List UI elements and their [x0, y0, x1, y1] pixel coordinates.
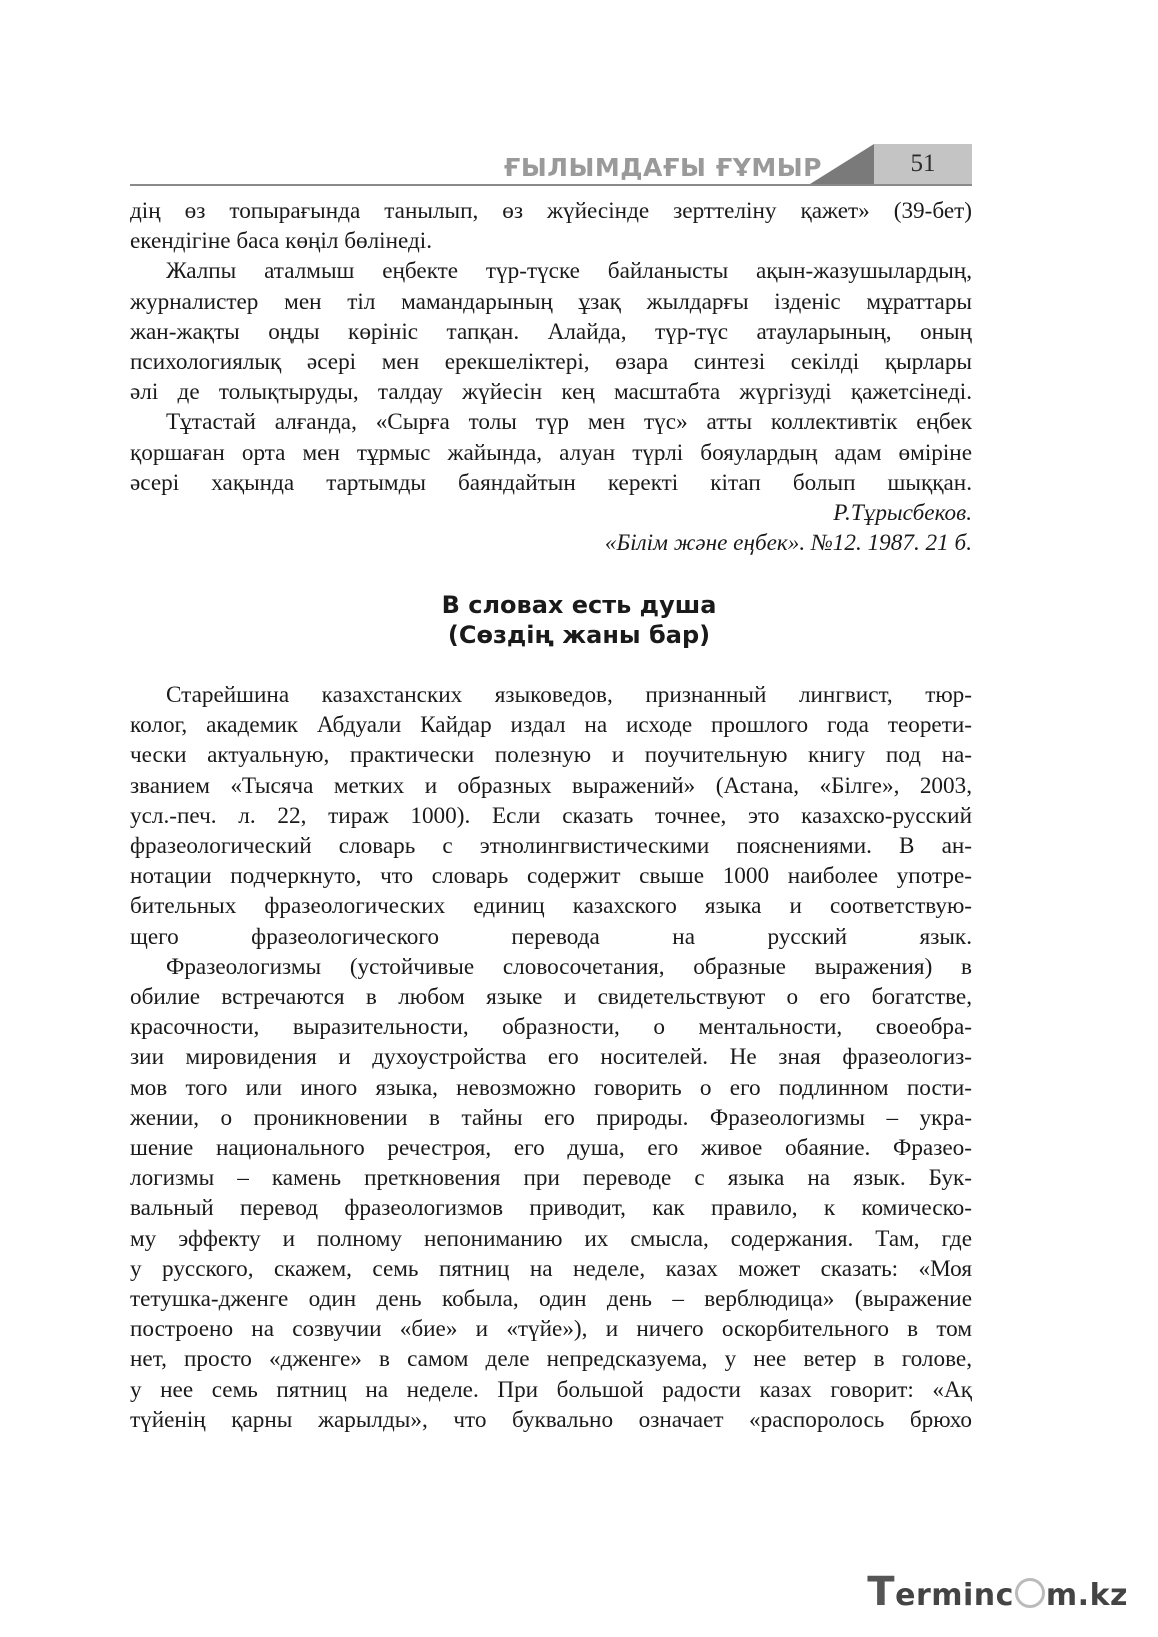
magnifier-icon [1015, 1578, 1045, 1608]
text-line: әлі де толықтыруды, талдау жүйесін кең масштабта жүргізуді қажетсінеді. [130, 379, 972, 406]
page-number: 51 [874, 144, 972, 184]
signature-author: Р.Тұрысбеков. [833, 500, 972, 526]
text-line: мов того или иного языка, невозможно говорить о его подлинном пости- [130, 1074, 972, 1101]
text-line: шение национального речестроя, его душа, его живое обаяние. Фразео- [130, 1135, 972, 1162]
text-line: вальный перевод фразеологизмов приводит, как правило, к комическо- [130, 1195, 972, 1222]
text-line: обилие встречаются в любом языке и свидетельствуют о его богатстве, [130, 984, 972, 1011]
text-line: званием «Тысяча метких и образных выражений» (Астана, «Білге», 2003, [130, 772, 972, 799]
text-line: әсері хақында тартымды баяндайтын керекті кітап болып шыққан. [130, 469, 972, 496]
text-line: колог, академик Абдуали Кайдар издал на исходе прошлого года теорети- [130, 712, 972, 739]
text-line: чески актуальную, практически полезную и поучительную книгу под на- [130, 742, 972, 769]
text-line: жан-жақты оңды көрініс тапқан. Алайда, түр-түс атауларының, оның [130, 318, 972, 345]
text-line: журналистер мен тіл мамандарының ұзақ жылдарғы ізденіс мұраттары [130, 288, 972, 315]
text-line: Старейшина казахстанских языковедов, признанный лингвист, тюр- [166, 682, 972, 708]
watermark-lead-letter: T [867, 1569, 896, 1615]
text-line: Тұтастай алғанда, «Сырға толы түр мен түс» атты коллективтік еңбек [166, 409, 972, 436]
text-line: түйенің қарны жарылды», что буквально означает «распоролось брюхо [130, 1406, 972, 1433]
text-line: щего фразеологического перевода на русский язык. [130, 923, 972, 950]
article-title-line2: (Сөздің жаны бар) [447, 621, 711, 649]
running-header [130, 138, 972, 186]
text-line: красочности, выразительности, образности, о ментальности, своеобра- [130, 1014, 972, 1041]
text-line: логизмы – камень преткновения при переводе с языка на язык. Бук- [130, 1165, 972, 1192]
text-line: у нее семь пятниц на неделе. При большой радости казах говорит: «Ақ [130, 1376, 972, 1403]
text-line: построено на созвучии «бие» и «түйе»), и ничего оскорбительного в том [130, 1316, 972, 1343]
text-line: Жалпы аталмыш еңбекте түр-түске байланысты ақын-жазушылардың, [166, 258, 972, 285]
text-line: у русского, скажем, семь пятниц на неделе, казах может сказать: «Моя [130, 1255, 972, 1282]
signature-source: «Білім және еңбек». №12. 1987. 21 б. [604, 530, 972, 556]
text-line: му эффекту и полному непониманию их смысла, содержания. Там, где [130, 1225, 972, 1252]
article-body [130, 680, 972, 1435]
text-line: нотации подчеркнуто, что словарь содержит свыше 1000 наиболее употре- [130, 863, 972, 890]
header-rule [130, 184, 972, 186]
article-title-line1: В словах есть душа [441, 591, 717, 619]
text-line: фразеологический словарь с этнолингвистическими пояснениями. В ан- [130, 833, 972, 860]
article-title [0, 590, 1158, 650]
text-line: екендігіне баса көңіл бөлінеді. [130, 228, 433, 255]
text-line: тетушка-дженге один день кобыла, один день – верблюдица» (выражение [130, 1286, 972, 1313]
text-line: зии мировидения и духоустройства его носителей. Не зная фразеологиз- [130, 1044, 972, 1071]
header-title: ҒЫЛЫМДАҒЫ ҒҰМЫР [503, 153, 822, 182]
text-line: бительных фразеологических единиц казахского языка и соответствую- [130, 893, 972, 920]
top-text-block [130, 196, 972, 498]
text-line: нет, просто «дженге» в самом деле непредсказуема, у нее ветер в голове, [130, 1346, 972, 1373]
text-line: Фразеологизмы (устойчивые словосочетания, образные выражения) в [166, 953, 972, 980]
watermark-part1: erminc [895, 1578, 1014, 1613]
text-line: жении, о проникновении в тайны его природы. Фразеологизмы – укра- [130, 1104, 972, 1131]
watermark-part2: m.kz [1045, 1578, 1128, 1613]
text-line: дің өз топырағында танылып, өз жүйесінде зерттеліну қажет» (39-бет) [130, 198, 972, 224]
text-line: психологиялық әсері мен ерекшеліктері, өзара синтезі секілді қырлары [130, 349, 972, 376]
header-wedge-decoration [810, 144, 874, 184]
text-line: усл.-печ. л. 22, тираж 1000). Если сказать точнее, это казахско-русский [130, 802, 972, 829]
termincom-watermark-logo [867, 1569, 1128, 1615]
text-line: қоршаған орта мен тұрмыс жайында, алуан түрлі бояулардың адам өміріне [130, 439, 972, 466]
